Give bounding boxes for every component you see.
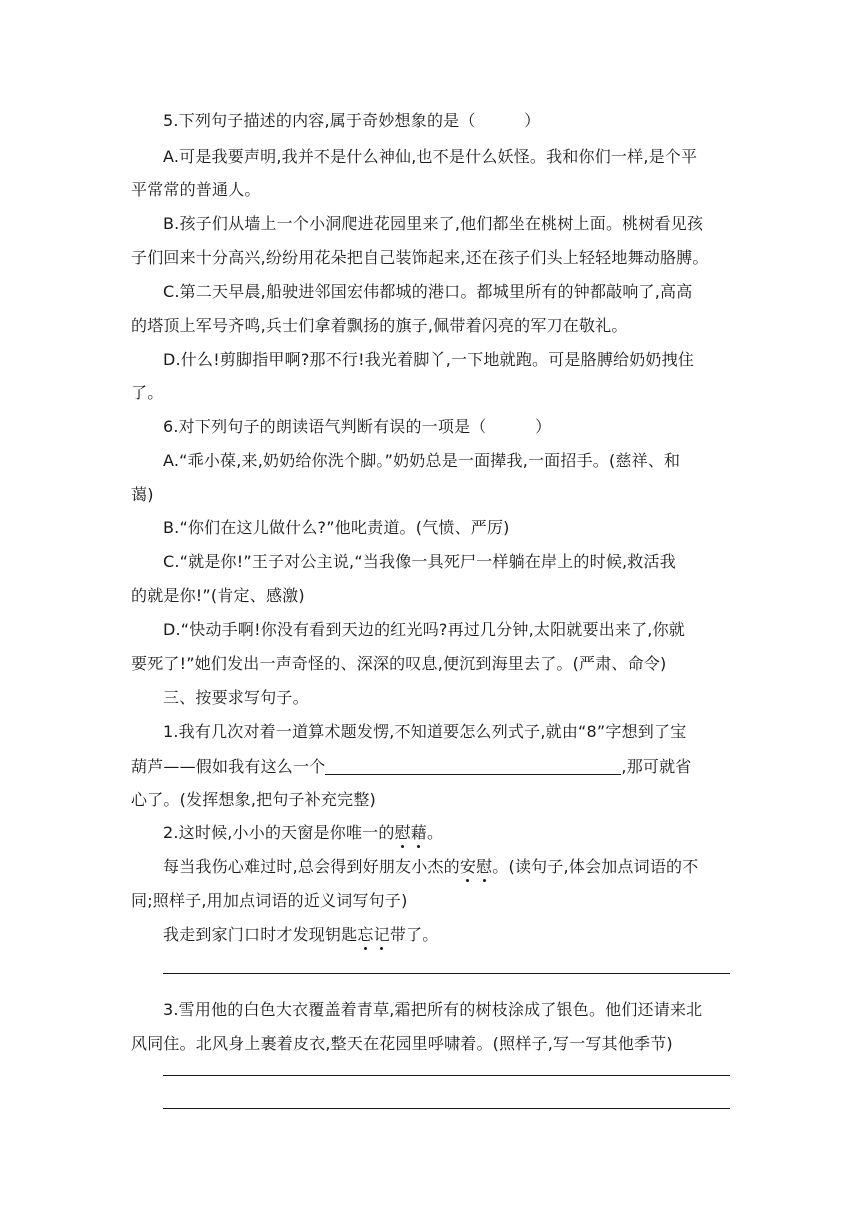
s2-l4-end: 带了。 [389,925,439,944]
dotted-char: 安 [459,857,477,876]
dotted-char: 忘 [357,925,374,944]
answer-line[interactable] [163,1108,730,1109]
dotted-char: 藉 [410,823,427,842]
s3-line2: 风同住。北风身上裹着皮衣,整天在花园里呼啸着。(照样子,写一写其他季节) [131,1034,673,1053]
answer-line[interactable] [163,1075,730,1076]
s1-line3: 心了。(发挥想象,把句子补充完整) [131,790,376,809]
q6-option-d: D.“快动手啊!你没有看到天边的红光吗?再过几分钟,太阳就要出来了,你就 [163,620,685,639]
s2-line2 [163,857,731,877]
dotted-char: 慰 [476,857,493,876]
dotted-char: 慰 [394,823,411,842]
q5-option-a-cont: 平常常的普通人。 [131,180,261,199]
s2-l2-text: 每当我伤心难过时,总会得到好朋友小杰的 [163,857,460,876]
q6-stem: 6.对下列句子的朗读语气判断有误的一项是（ ） [163,417,552,436]
section-heading: 三、按要求写句子。 [163,688,309,707]
q5-option-d: D.什么!剪脚指甲啊?那不行!我光着脚丫,一下地就跑。可是胳膊给奶奶拽住 [163,350,695,369]
s1-line1: 1.我有几次对着一道算术题发愣,不知道要怎么列式子,就由“8”字想到了宝 [163,722,687,741]
s3-line1: 3.雪用他的白色大衣覆盖着青草,霜把所有的树枝涂成了银色。他们还请来北 [163,1000,703,1019]
q6-option-c-cont: 的就是你!”(肯定、感激) [131,586,305,605]
s1-text-after-blank: ,那可就省 [621,757,692,776]
q5-option-b: B.孩子们从墙上一个小洞爬进花园里来了,他们都坐在桃树上面。桃树看见孩 [163,214,704,233]
s2-line3: 同;照样子,用加点词语的近义词写句子) [131,891,408,910]
q5-option-d-cont: 了。 [131,383,164,402]
s1-text-before-blank: 葫芦——假如我有这么一个 [131,757,326,776]
s2-l2-end: 。(读句子,体会加点词语的不 [492,857,699,876]
q5-option-c-cont: 的塔顶上军号齐鸣,兵士们拿着飘扬的旗子,佩带着闪亮的军刀在敬礼。 [131,316,628,335]
q5-stem: 5.下列句子描述的内容,属于奇妙想象的是（ ） [163,111,541,130]
q6-option-c: C.“就是你!”王子对公主说,“当我像一具死尸一样躺在岸上的时候,救活我 [163,552,676,571]
q6-option-d-cont: 要死了!”她们发出一声奇怪的、深深的叹息,便沉到海里去了。(严肃、命令) [131,654,667,673]
q6-option-b: B.“你们在这儿做什么?”他叱责道。(气愤、严厉) [163,518,510,537]
q5-option-b-cont: 子们回来十分高兴,纷纷用花朵把自己装饰起来,还在孩子们头上轻轻地舞动胳膊。 [131,248,709,267]
s2-l1-end: 。 [426,823,444,842]
answer-line[interactable] [163,973,730,974]
s2-line4 [163,925,731,945]
s2-l1-text: 2.这时候,小小的天窗是你唯一的 [163,823,395,842]
s1-line2 [131,756,731,777]
s2-l4-text: 我走到家门口时才发现钥匙 [163,925,358,944]
q6-option-a: A.“乖小葆,来,奶奶给你洗个脚。”奶奶总是一面撵我,一面招手。(慈祥、和 [163,451,681,470]
dotted-char: 记 [373,925,390,944]
fill-in-blank[interactable] [325,756,621,775]
q5-option-c: C.第二天早晨,船驶进邻国宏伟都城的港口。都城里所有的钟都敲响了,高高 [163,282,693,301]
s2-line1 [163,823,731,843]
q5-option-a: A.可是我要声明,我并不是什么神仙,也不是什么妖怪。我和你们一样,是个平 [163,147,698,166]
q6-option-a-cont: 蔼) [131,485,154,504]
